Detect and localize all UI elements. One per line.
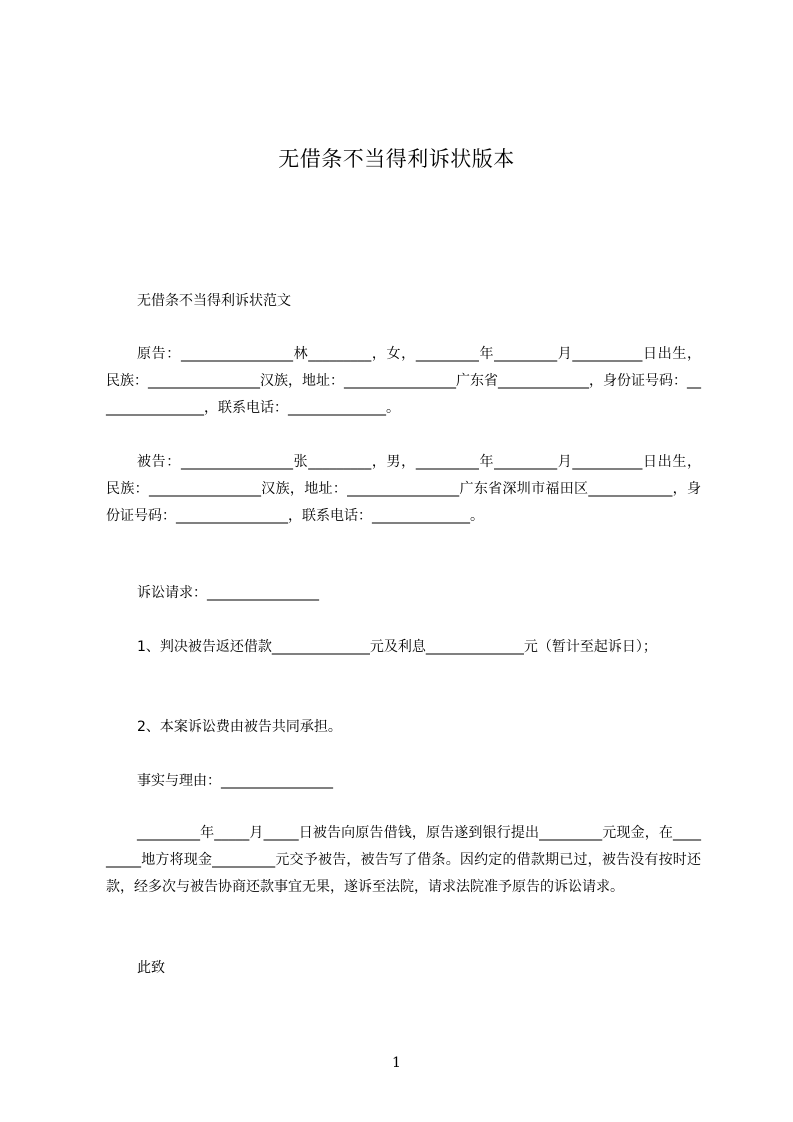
claim-item-2: 2、本案诉讼费由被告共同承担。 [137,719,342,735]
claim-item-1: 1、判决被告返还借款______________元及利息______________元（暂计至起诉日）； [137,639,657,655]
claims-heading: 诉讼请求：________________ [137,585,319,601]
facts-heading: 事实与理由：________________ [137,773,333,789]
document-subtitle: 无借条不当得利诉状范文 [137,293,291,309]
document-title: 无借条不当得利诉状版本 [278,147,515,171]
facts-paragraph: _________年_____月_____日被告向原告借钱，原告遂到银行提出_________元现金，在_________地方将现金_________元交予被告，被告写了借条。因约定的借款期已过，被告没有按时还款，经多次与被告协商还款事宜无果，遂诉至法院，请求法院准予原告的诉讼请求。 [106,825,701,895]
page-number: 1 [392,1055,401,1071]
plaintiff-paragraph: 原告：________________林_________，女，_________年_________月__________日出生，民族：________________汉族，地址：________________广东省_____________，身份证号码：________________，联系电话：______________。 [106,346,701,416]
defendant-paragraph: 被告：________________张_________，男，_________年_________月__________日出生，民族：________________汉族，地址：________________广东省深圳市福田区____________，身份证号码：________________，联系电话：______________。 [106,454,701,524]
closing-text: 此致 [137,960,165,976]
